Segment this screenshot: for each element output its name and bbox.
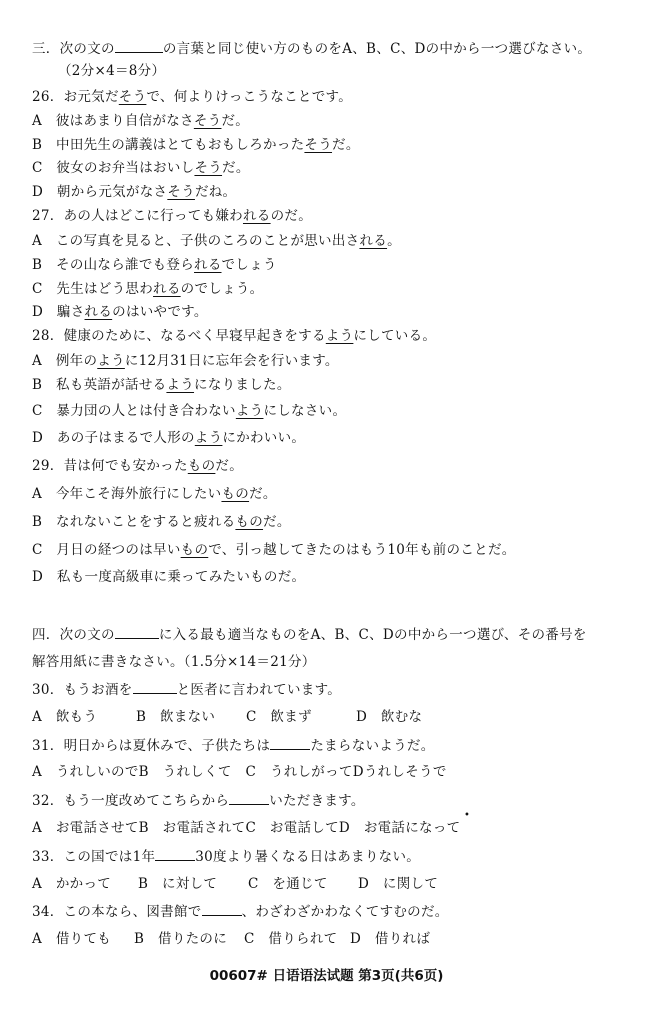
question-34: 34．この本なら、図書館で 、わざわざかわなくてすむのだ。: [32, 901, 449, 922]
answer-blank: [270, 735, 310, 750]
option-c: C 飲まず: [246, 709, 312, 725]
option-c: C 借りられて: [244, 931, 338, 947]
question-31: 31．明日からは夏休みで、子供たちは たまらないようだ。: [32, 735, 435, 756]
question-30: 30．もうお酒を と医者に言われています。: [32, 679, 341, 700]
answer-blank: [133, 679, 177, 694]
option-d: D 飲むな: [356, 709, 423, 725]
q29-option-c: C 月日の経つのは早いもので、引っ越してきたのはもう10年も前のことだ。: [32, 542, 516, 558]
option-d: D 借りれば: [350, 931, 431, 947]
header-text: 四．次の文の: [32, 627, 115, 643]
q33-options: [32, 874, 438, 894]
q26-option-c: C 彼女のお弁当はおいしそうだ。: [32, 160, 250, 176]
option-d: D に関して: [358, 876, 439, 892]
q29-option-d: D 私も一度高級車に乗ってみたいものだ。: [32, 569, 306, 585]
page-footer: 00607# 日语语法试题 第3页(共6页): [209, 968, 444, 984]
option-a: A 飲もう: [32, 709, 98, 725]
q27-option-b: B その山なら誰でも登られるでしょう: [32, 257, 277, 273]
header-text: に入る最も適当なものをA、B、C、Dの中から一つ選び、その番号を: [158, 627, 587, 643]
question-28: 28．健康のために、なるべく早寝早起きをするようにしている。: [32, 328, 437, 344]
q30-options: [32, 707, 422, 727]
q34-options: [32, 929, 430, 949]
answer-blank: [202, 901, 242, 916]
q29-option-b: B なれないことをすると疲れるものだ。: [32, 514, 291, 530]
header-text: の言葉と同じ使い方のものをA、B、C、Dの中から一つ選びなさい。: [162, 41, 592, 57]
q26-option-d: D 朝から元気がなさそうだね。: [32, 184, 237, 200]
q31-options: A うれしいのでB うれしくて C うれしがってDうれしそうで: [32, 764, 447, 780]
option-b: B 借りたのに: [134, 931, 228, 947]
answer-blank: [115, 624, 159, 639]
q28-option-c: C 暴力団の人とは付き合わないようにしなさい。: [32, 403, 347, 419]
q32-options: A お電話させてB お電話されてC お電話してD お電話になって: [32, 820, 461, 836]
question-32: 32．もう一度改めてこちらから いただきます。: [32, 790, 365, 811]
q27-option-c: C 先生はどう思われるのでしょう。: [32, 281, 264, 297]
q26-option-b: B 中田先生の講義はとてもおもしろかったそうだ。: [32, 137, 360, 153]
section4-header: [32, 624, 587, 645]
header-text: 三．次の文の: [32, 41, 115, 57]
question-27: 27．あの人はどこに行っても嫌われるのだ。: [32, 208, 312, 224]
stray-mark: •: [464, 810, 470, 821]
q28-option-a: A 例年のように12月31日に忘年会を行います。: [32, 353, 339, 369]
section4-header-cont: 解答用紙に書きなさい。（1.5分×14＝21分）: [32, 654, 316, 670]
question-33: 33．この国では1年 30度より暑くなる日はあまりない。: [32, 846, 420, 867]
option-c: C を通じて: [248, 876, 328, 892]
answer-blank: [155, 846, 195, 861]
option-a: A かかって: [32, 876, 112, 892]
option-b: B 飲まない: [136, 709, 216, 725]
q28-option-b: B 私も英語が話せるようになりました。: [32, 377, 291, 393]
answer-blank: [229, 790, 269, 805]
q28-option-d: D あの子はまるで人形のようにかわいい。: [32, 430, 306, 446]
q29-option-a: A 今年こそ海外旅行にしたいものだ。: [32, 486, 277, 502]
answer-blank: [115, 38, 163, 53]
option-b: B に対して: [138, 876, 218, 892]
section3-header: [32, 38, 591, 59]
q26-option-a: A 彼はあまり自信がなさそうだ。: [32, 113, 250, 129]
q27-option-a: A この写真を見ると、子供のころのことが思い出される。: [32, 233, 401, 249]
question-26: 26．お元気だそうで、何よりけっこうなことです。: [32, 89, 353, 105]
section3-points: （2分×4＝8分）: [58, 63, 166, 79]
option-a: A 借りても: [32, 931, 112, 947]
question-29: 29．昔は何でも安かったものだ。: [32, 458, 243, 474]
q27-option-d: D 騙されるのはいやです。: [32, 304, 208, 320]
